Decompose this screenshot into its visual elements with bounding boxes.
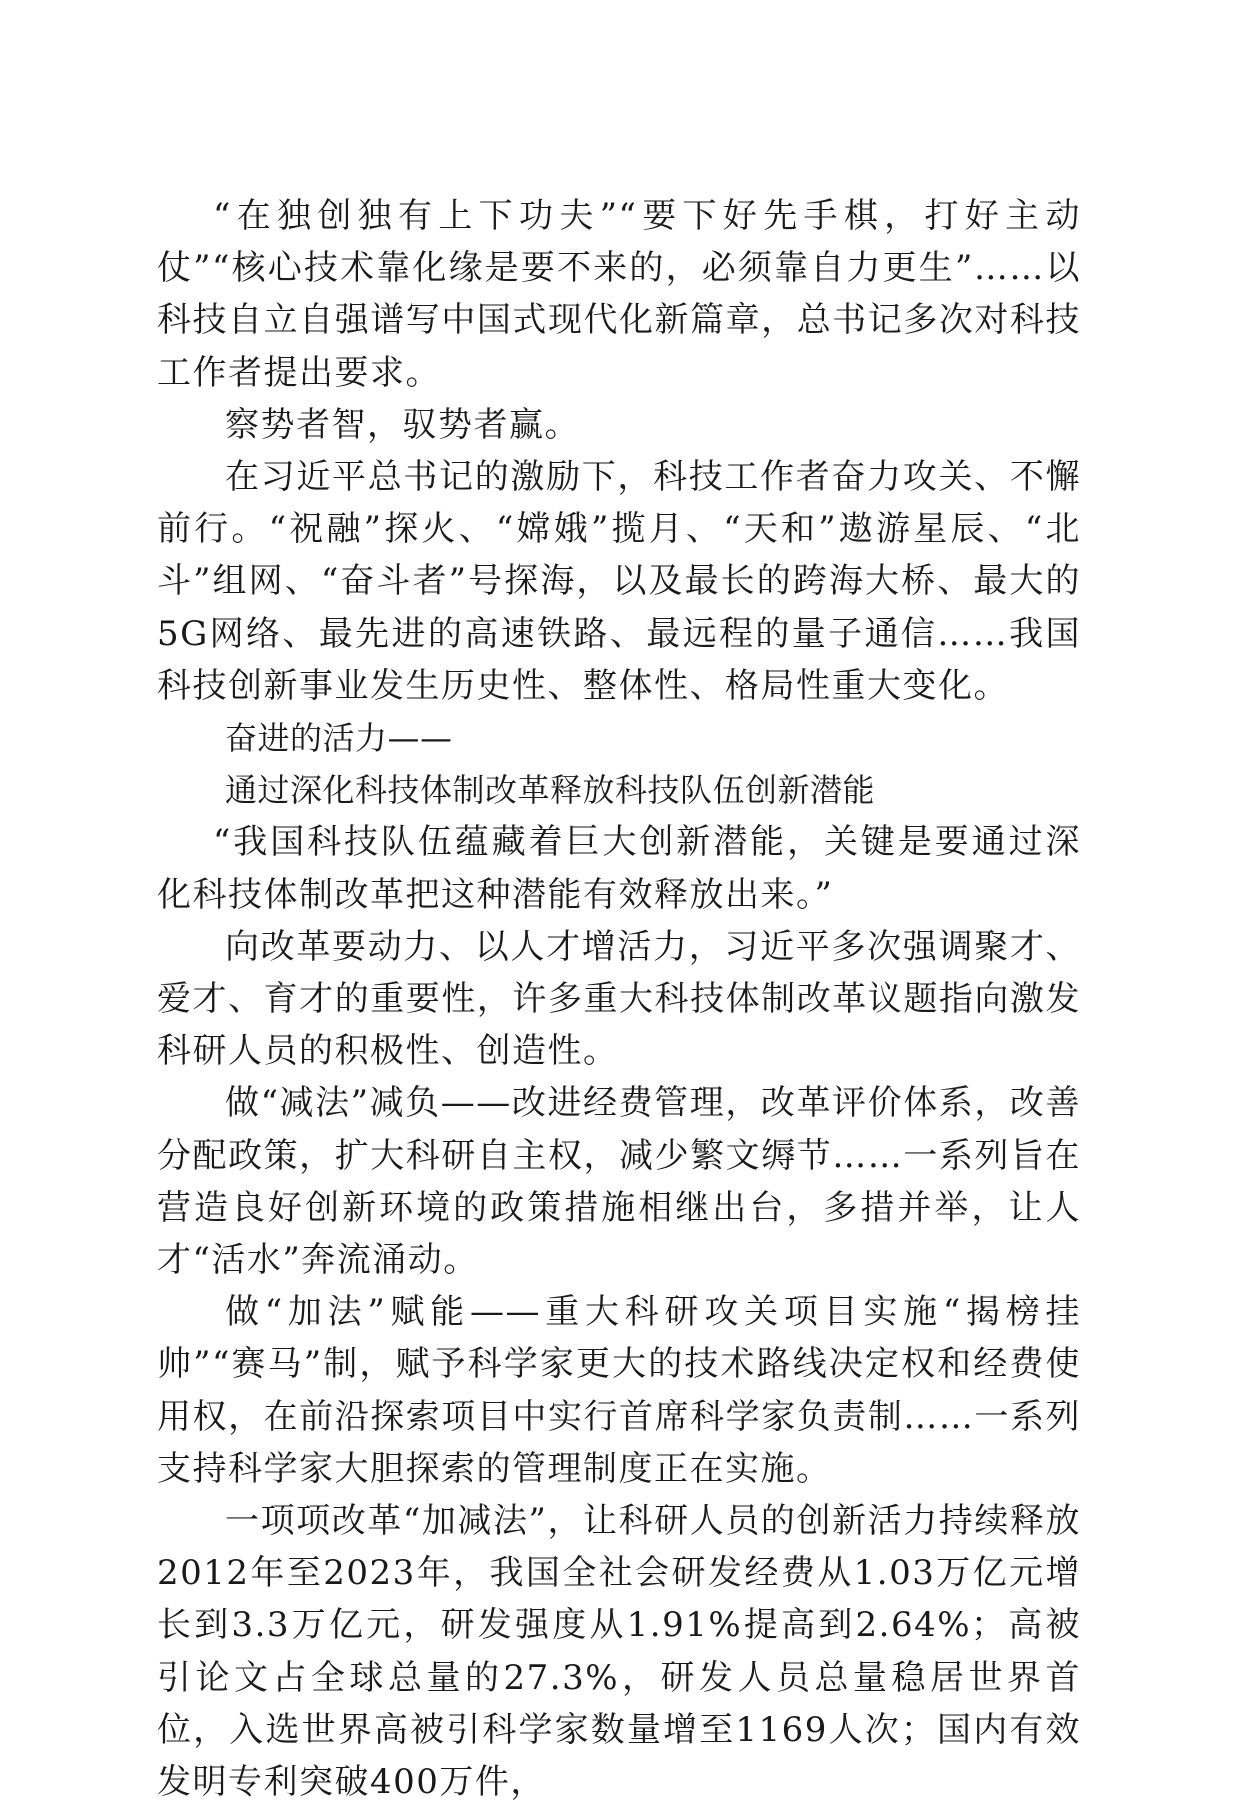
paragraph-motto: 察势者智，驭势者赢。: [225, 404, 580, 445]
paragraph-subtraction: 做“减法”减负——改进经费管理，改革评价体系，改善分配政策，扩大科研自主权，减少繁文缛节……一系列旨在营造良好创新环境的政策措施相继出台，多措并举，让人才“活水”奔流涌动。: [157, 1083, 1081, 1281]
paragraph-quote: “我国科技队伍蕴藏着巨大创新潜能，关键是要通过深化科技体制改革把这种潜能有效释放出来。”: [157, 822, 1081, 915]
paragraph-requirements: “在独创独有上下功夫”“要下好先手棋，打好主动仗”“核心技术靠化缘是要不来的，必须靠自力更生”……以科技自立自强谱写中国式现代化新篇章，总书记多次对科技工作者提出要求。: [157, 196, 1081, 393]
section-heading-line2: 通过深化科技体制改革释放科技队伍创新潜能: [225, 771, 876, 810]
paragraph-talent: 向改革要动力、以人才增活力，习近平多次强调聚才、爱才、育才的重要性，许多重大科技体制改革议题指向激发科研人员的积极性、创造性。: [157, 926, 1081, 1072]
section-heading-line1: 奋进的活力——: [225, 719, 453, 758]
paragraph-addition: 做“加法”赋能——重大科研攻关项目实施“揭榜挂帅”“赛马”制，赋予科学家更大的技术路线决定权和经费使用权，在前沿探索项目中实行首席科学家负责制……一系列支持科学家大胆探索的管理制度正在实施。: [157, 1292, 1081, 1489]
paragraph-statistics: 一项项改革“加减法”，让科研人员的创新活力持续释放2012年至2023年，我国全社会研发经费从1.03万亿元增长到3.3万亿元，研发强度从1.91%提高到2.64%；高被引论文占全球总量的27.3%，研发人员总量稳居世界首位，入选世界高被引科学家数量增至1169人次；国内有效发明专利突破400万件，: [157, 1501, 1081, 1803]
document-body: [157, 190, 1081, 1808]
section-heading: [157, 712, 1081, 816]
paragraph-achievements: 在习近平总书记的激励下，科技工作者奋力攻关、不懈前行。“祝融”探火、“嫦娥”揽月、“天和”遨游星辰、“北斗”组网、“奋斗者”号探海，以及最长的跨海大桥、最大的5G网络、最先进的高速铁路、最远程的量子通信……我国科技创新事业发生历史性、整体性、格局性重大变化。: [157, 457, 1081, 706]
